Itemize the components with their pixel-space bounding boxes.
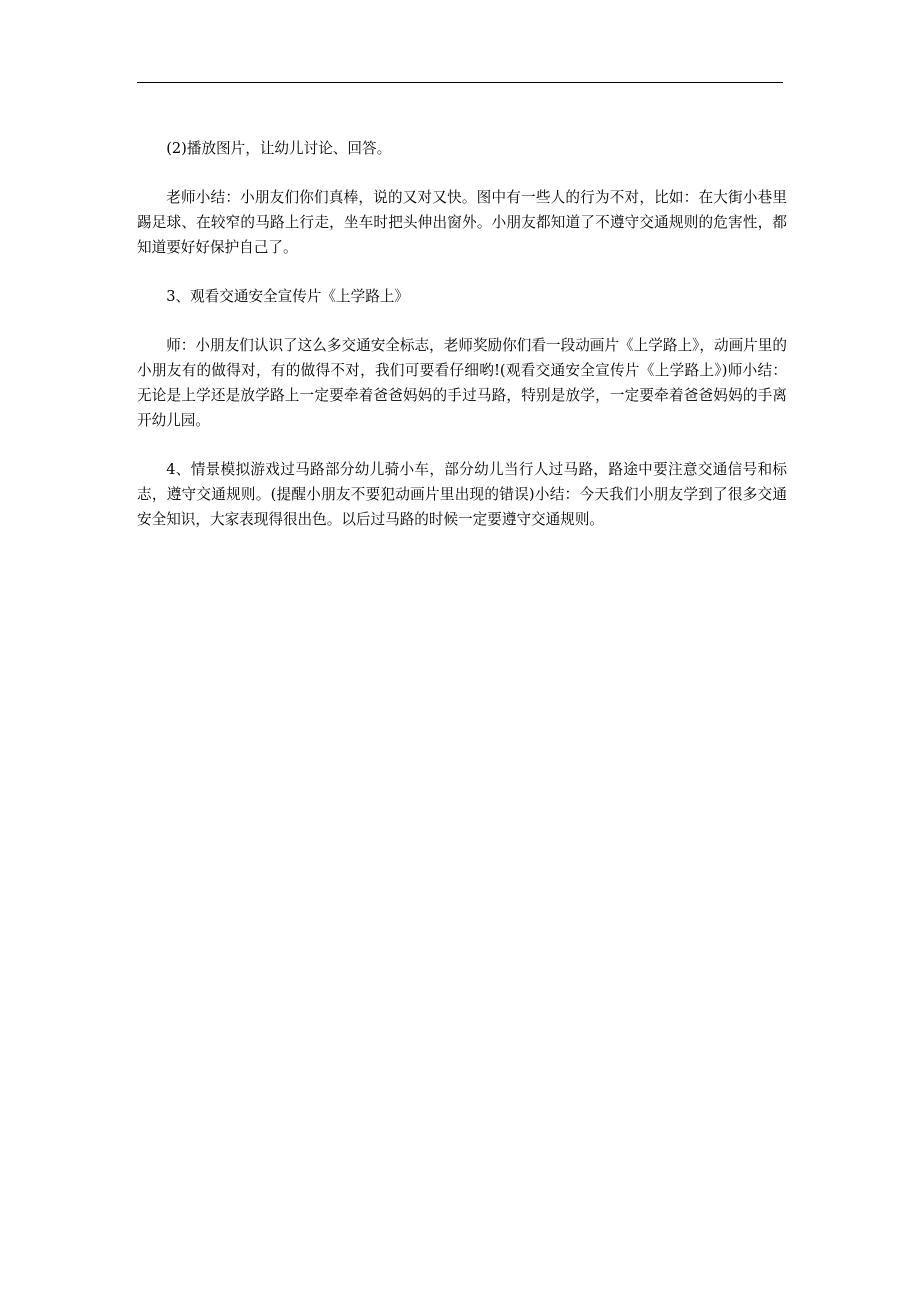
section-heading-watch-video: 3、观看交通安全宣传片《上学路上》 [166, 288, 409, 305]
header-rule [137, 82, 783, 83]
document-body [137, 136, 787, 556]
paragraph-play-pictures: (2)播放图片，让幼儿讨论、回答。 [166, 140, 392, 157]
paragraph-simulation-game: 4、情景模拟游戏过马路部分幼儿骑小车，部分幼儿当行人过马路，路途中要注意交通信号和标志，遵守交通规则。(提醒小朋友不要犯动画片里出现的错误)小结：今天我们小朋友学到了很多交通安全知识，大家表现得很出色。以后过马路的时候一定要遵守交通规则。 [137, 461, 787, 528]
paragraph-teacher-summary: 老师小结：小朋友们你们真棒，说的又对又快。图中有一些人的行为不对，比如：在大街小巷里踢足球、在较窄的马路上行走，坐车时把头伸出窗外。小朋友都知道了不遵守交通规则的危害性，都知道要好好保护自己了。 [137, 189, 787, 256]
paragraph-video-instructions: 师：小朋友们认识了这么多交通安全标志，老师奖励你们看一段动画片《上学路上》，动画片里的小朋友有的做得对，有的做得不对，我们可要看仔细哟!(观看交通安全宣传片《上学路上》)师小结：无论是上学还是放学路上一定要牵着爸爸妈妈的手过马路，特别是放学，一定要牵着爸爸妈妈的手离开幼儿园。 [137, 337, 787, 429]
